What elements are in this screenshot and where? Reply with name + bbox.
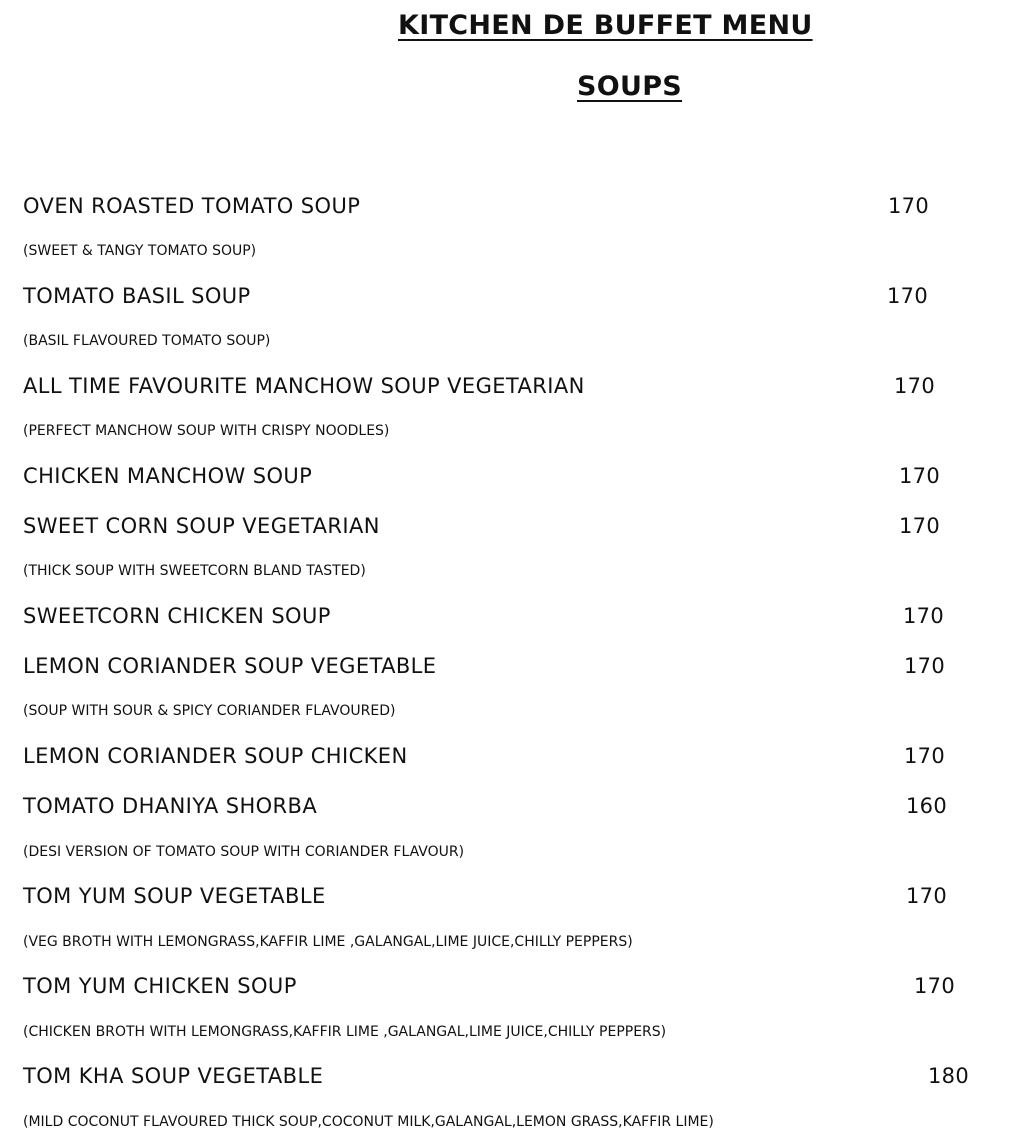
item-name: LEMON CORIANDER SOUP CHICKEN: [23, 744, 408, 768]
item-name: TOMATO DHANIYA SHORBA: [23, 794, 318, 818]
item-description: (THICK SOUP WITH SWEETCORN BLAND TASTED): [23, 563, 366, 579]
item-price: 170: [904, 744, 945, 768]
item-price: 170: [904, 654, 945, 678]
item-name: TOM YUM SOUP VEGETABLE: [23, 884, 326, 908]
item-description: (PERFECT MANCHOW SOUP WITH CRISPY NOODLES): [23, 423, 390, 439]
item-description: (MILD COCONUT FLAVOURED THICK SOUP,COCONUT MILK,GALANGAL,LEMON GRASS,KAFFIR LIME): [23, 1114, 714, 1130]
item-name: SWEET CORN SOUP VEGETARIAN: [23, 514, 380, 538]
item-description: (DESI VERSION OF TOMATO SOUP WITH CORIANDER FLAVOUR): [23, 844, 465, 860]
item-name: SWEETCORN CHICKEN SOUP: [23, 604, 331, 628]
item-price: 170: [899, 464, 940, 488]
item-price: 170: [888, 194, 929, 218]
item-description: (BASIL FLAVOURED TOMATO SOUP): [23, 333, 271, 349]
section-title-soups: SOUPS: [577, 71, 683, 102]
item-description: (SWEET & TANGY TOMATO SOUP): [23, 243, 257, 259]
item-description: (VEG BROTH WITH LEMONGRASS,KAFFIR LIME ,GALANGAL,LIME JUICE,CHILLY PEPPERS): [23, 934, 633, 950]
item-price: 170: [894, 374, 935, 398]
item-price: 170: [906, 884, 947, 908]
item-price: 170: [899, 514, 940, 538]
item-name: CHICKEN MANCHOW SOUP: [23, 464, 313, 488]
item-name: TOMATO BASIL SOUP: [23, 284, 251, 308]
item-price: 170: [914, 974, 955, 998]
item-name: TOM YUM CHICKEN SOUP: [23, 974, 297, 998]
item-price: 160: [906, 794, 947, 818]
item-description: (CHICKEN BROTH WITH LEMONGRASS,KAFFIR LIME ,GALANGAL,LIME JUICE,CHILLY PEPPERS): [23, 1024, 667, 1040]
item-name: ALL TIME FAVOURITE MANCHOW SOUP VEGETARIAN: [23, 374, 585, 398]
item-price: 170: [903, 604, 944, 628]
menu-title: KITCHEN DE BUFFET MENU: [398, 10, 813, 41]
item-price: 180: [928, 1064, 969, 1088]
item-price: 170: [887, 284, 928, 308]
item-description: (SOUP WITH SOUR & SPICY CORIANDER FLAVOURED): [23, 703, 396, 719]
item-name: OVEN ROASTED TOMATO SOUP: [23, 194, 361, 218]
item-name: LEMON CORIANDER SOUP VEGETABLE: [23, 654, 437, 678]
item-name: TOM KHA SOUP VEGETABLE: [23, 1064, 324, 1088]
